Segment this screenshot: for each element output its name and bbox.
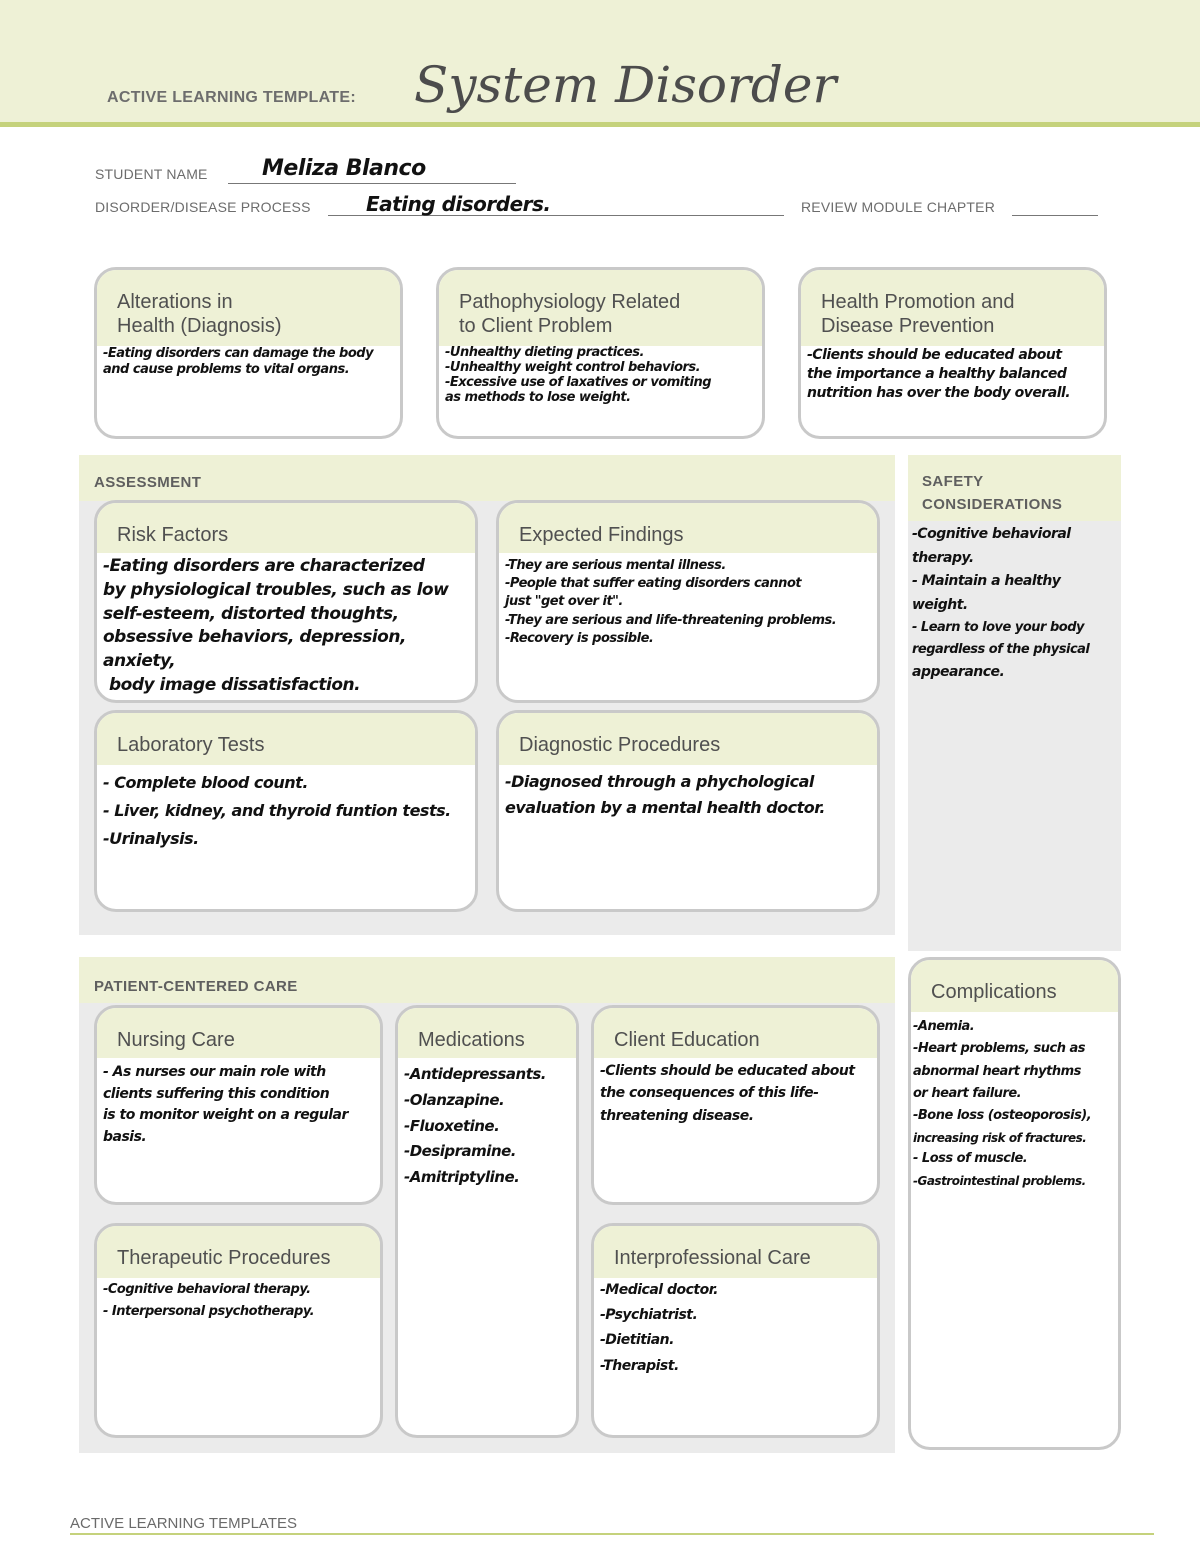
note-line: clients suffering this condition	[103, 1085, 330, 1102]
medications-notes	[404, 1062, 572, 1191]
health-promotion-box[interactable]	[798, 267, 1107, 439]
note-line: obsessive behaviors, depression, anxiety,	[103, 627, 406, 672]
expected-findings-title: Expected Findings	[519, 524, 684, 546]
review-chapter-label: REVIEW MODULE CHAPTER	[801, 199, 995, 215]
template-name: System Disorder	[414, 56, 837, 114]
note-line: or heart failure.	[913, 1086, 1022, 1102]
health-promotion-title-2: Disease Prevention	[821, 315, 995, 337]
note-line: by physiological troubles, such as low	[103, 579, 449, 600]
note-line: - Liver, kidney, and thyroid funtion tests.	[103, 801, 451, 820]
pathophysiology-notes	[445, 346, 758, 406]
note-line: -Excessive use of laxatives or vomiting	[445, 374, 711, 390]
patient-centered-care-title: PATIENT-CENTERED CARE	[94, 978, 298, 995]
client-education-box[interactable]	[591, 1005, 880, 1205]
note-line: therapy.	[912, 549, 974, 566]
footer-divider	[70, 1533, 1154, 1535]
expected-findings-notes	[505, 557, 873, 648]
note-line: -Therapist.	[600, 1357, 679, 1374]
note-line: evaluation by a mental health doctor.	[505, 797, 825, 817]
risk-factors-box[interactable]	[94, 500, 478, 703]
note-line: -They are serious mental illness.	[505, 558, 726, 573]
pathophysiology-title-2: to Client Problem	[459, 315, 613, 337]
interprofessional-care-box[interactable]	[591, 1223, 880, 1438]
note-line: -Unhealthy dieting practices.	[445, 345, 644, 360]
medications-box[interactable]	[395, 1005, 579, 1438]
footer-label: ACTIVE LEARNING TEMPLATES	[70, 1515, 297, 1532]
note-line: -Diagnosed through a phychological	[505, 772, 814, 791]
note-line: and cause problems to vital organs.	[103, 361, 350, 377]
note-line: the importance a healthy balanced	[807, 365, 1067, 382]
template-label: ACTIVE LEARNING TEMPLATE:	[107, 89, 356, 106]
note-line: -Bone loss (osteoporosis),	[913, 1108, 1092, 1124]
safety-notes	[912, 523, 1120, 684]
note-line: -Clients should be educated about	[807, 347, 1062, 363]
note-line: -Eating disorders can damage the body	[103, 346, 374, 361]
note-line: -They are serious and life-threatening problems.	[505, 612, 837, 628]
note-line: - Interpersonal psychotherapy.	[103, 1304, 315, 1320]
client-education-notes	[600, 1060, 873, 1127]
medications-title: Medications	[418, 1029, 525, 1051]
diagnostic-procedures-title: Diagnostic Procedures	[519, 734, 721, 756]
note-line: increasing risk of fractures.	[913, 1130, 1087, 1145]
diagnostic-procedures-box[interactable]	[496, 710, 880, 912]
note-line: -Fluoxetine.	[404, 1116, 500, 1135]
complications-box[interactable]	[908, 957, 1121, 1450]
laboratory-tests-box[interactable]	[94, 710, 478, 912]
complications-notes	[913, 1016, 1114, 1191]
expected-findings-box[interactable]	[496, 500, 880, 703]
alterations-title-1: Alterations in	[117, 291, 233, 313]
note-line: -Anemia.	[913, 1019, 975, 1034]
note-line: -Gastrointestinal problems.	[913, 1173, 1086, 1188]
student-name-field[interactable]: Meliza Blanco	[262, 156, 426, 181]
note-line: -Dietitian.	[600, 1332, 674, 1349]
note-line: regardless of the physical	[912, 641, 1090, 657]
risk-factors-title: Risk Factors	[117, 524, 229, 546]
nursing-care-notes	[103, 1062, 376, 1149]
note-line: -Clients should be educated about	[600, 1063, 855, 1079]
note-line: -Psychiatrist.	[600, 1307, 698, 1324]
note-line: -Olanzapine.	[404, 1090, 505, 1109]
note-line: -Cognitive behavioral	[912, 526, 1071, 542]
health-promotion-title-1: Health Promotion and	[821, 291, 1015, 313]
note-line: threatening disease.	[600, 1107, 754, 1124]
laboratory-tests-title: Laboratory Tests	[117, 734, 265, 756]
note-line: - Learn to love your body	[912, 620, 1084, 636]
safety-title-2: CONSIDERATIONS	[922, 496, 1063, 513]
note-line: -Eating disorders are characterized	[103, 556, 425, 576]
alterations-notes	[103, 346, 396, 378]
note-line: is to monitor weight on a regular	[103, 1107, 348, 1124]
alterations-box[interactable]	[94, 267, 403, 439]
review-chapter-underline	[1012, 215, 1098, 216]
therapeutic-procedures-box[interactable]	[94, 1223, 383, 1438]
safety-title-1: SAFETY	[922, 473, 984, 490]
assessment-title: ASSESSMENT	[94, 474, 202, 491]
health-promotion-notes	[807, 346, 1100, 403]
note-line: weight.	[912, 596, 968, 613]
nursing-care-title: Nursing Care	[117, 1029, 235, 1051]
therapeutic-procedures-notes	[103, 1279, 376, 1323]
laboratory-tests-notes	[103, 769, 471, 853]
assessment-header	[79, 455, 895, 501]
note-line: -Urinalysis.	[103, 829, 199, 848]
diagnostic-procedures-notes	[505, 769, 873, 820]
note-line: the consequences of this life-	[600, 1085, 819, 1102]
note-line: -Amitriptyline.	[404, 1168, 520, 1187]
alterations-title-2: Health (Diagnosis)	[117, 315, 282, 337]
note-line: just "get over it".	[505, 594, 623, 610]
note-line: abnormal heart rhythms	[913, 1063, 1081, 1079]
disorder-field[interactable]: Eating disorders.	[366, 192, 551, 216]
safety-considerations-panel[interactable]	[908, 455, 1121, 951]
note-line: -Unhealthy weight control behaviors.	[445, 359, 701, 375]
note-line: -Medical doctor.	[600, 1282, 718, 1298]
note-line: as methods to lose weight.	[445, 389, 631, 405]
note-line: body image dissatisfaction.	[109, 674, 361, 695]
pathophysiology-title-1: Pathophysiology Related	[459, 291, 681, 313]
note-line: - As nurses our main role with	[103, 1064, 326, 1080]
note-line: - Loss of muscle.	[913, 1151, 1028, 1167]
disorder-label: DISORDER/DISEASE PROCESS	[95, 199, 311, 215]
interprofessional-care-title: Interprofessional Care	[614, 1247, 811, 1269]
header-divider	[0, 122, 1200, 127]
student-name-label: STUDENT NAME	[95, 166, 208, 182]
note-line: -Desipramine.	[404, 1142, 516, 1161]
student-name-underline	[228, 183, 516, 184]
note-line: appearance.	[912, 663, 1005, 680]
client-education-title: Client Education	[614, 1029, 760, 1051]
note-line: -Antidepressants.	[404, 1065, 546, 1083]
note-line: -Cognitive behavioral therapy.	[103, 1282, 311, 1297]
note-line: - Maintain a healthy	[912, 573, 1061, 590]
pathophysiology-box[interactable]	[436, 267, 765, 439]
note-line: - Complete blood count.	[103, 773, 308, 792]
note-line: self-esteem, distorted thoughts,	[103, 603, 399, 624]
note-line: -Heart problems, such as	[913, 1041, 1085, 1057]
note-line: -Recovery is possible.	[505, 630, 654, 646]
interprofessional-care-notes	[600, 1278, 873, 1379]
complications-title: Complications	[931, 981, 1057, 1003]
note-line: nutrition has over the body overall.	[807, 384, 1071, 401]
note-line: -People that suffer eating disorders cannot	[505, 576, 802, 592]
risk-factors-notes	[103, 555, 471, 698]
note-line: basis.	[103, 1129, 147, 1146]
nursing-care-box[interactable]	[94, 1005, 383, 1205]
therapeutic-procedures-title: Therapeutic Procedures	[117, 1247, 331, 1269]
